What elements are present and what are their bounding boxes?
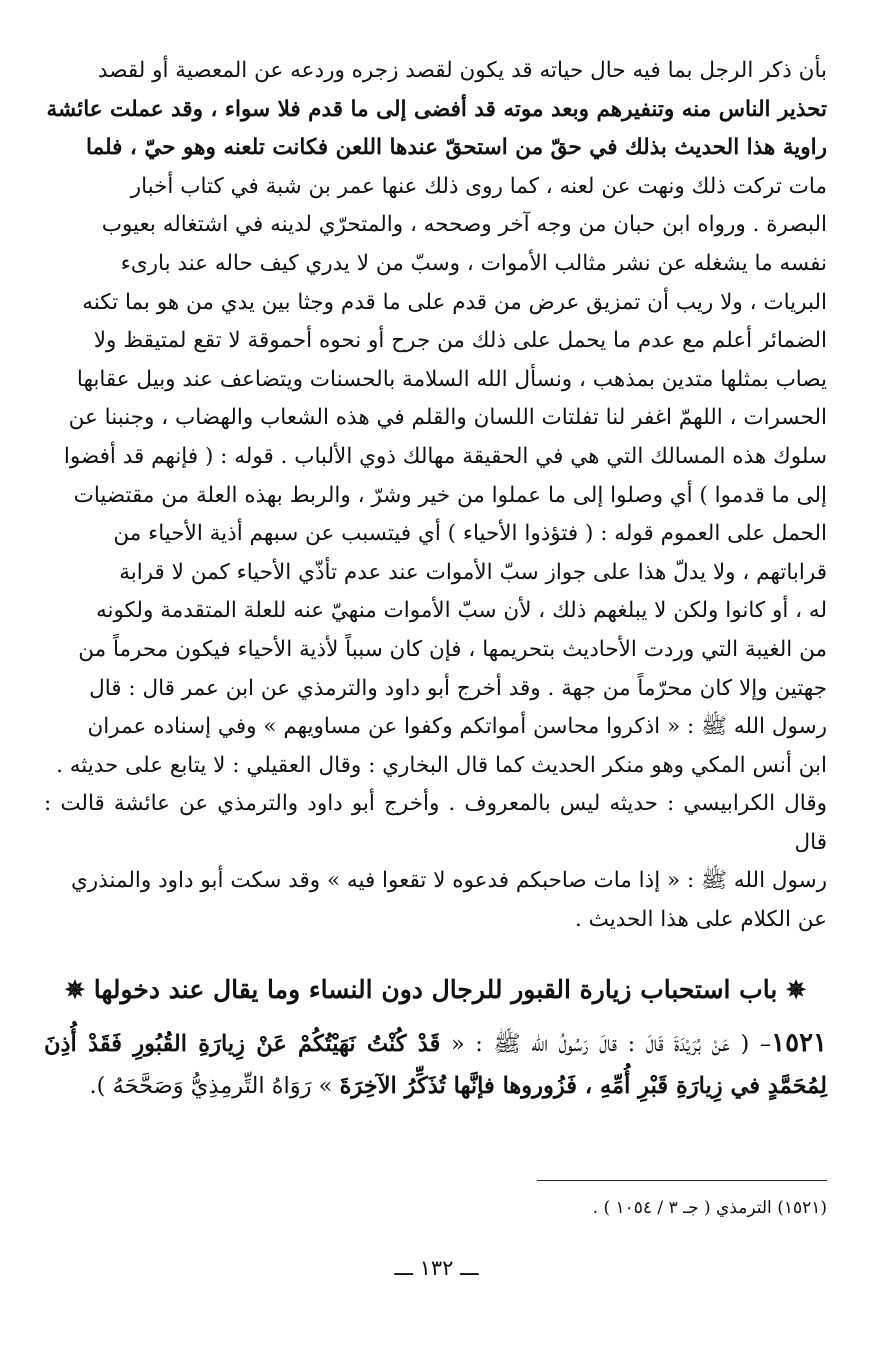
- hadith-number: ١٥٢١: [771, 1027, 828, 1058]
- hadith-closing: » رَوَاهُ التِّرمِذِيُّ وَصَحَّحَهُ ).: [89, 1072, 333, 1099]
- text-line: الضمائر أعلم مع عدم ما يحمل على ذلك من جرح أو نحوه أحموقة لا تقع لمتيقظ ولا: [93, 328, 827, 354]
- text-line: بأن ذكر الرجل بما فيه حال حياته قد يكون لقصد زجره وردعه عن المعصية أو لقصد: [97, 58, 827, 83]
- page-number: ـــ ١٣٢ ـــ: [394, 1256, 479, 1280]
- text-line: عن الكلام على هذا الحديث .: [575, 907, 827, 933]
- text-line: البصرة . ورواه ابن حبان من وجه آخر وصححه ، والمتحرّي لدينه في اشتغاله بعيوب: [101, 212, 827, 238]
- footnote: (١٥٢١) الترمذي ( جـ ٣ / ١٠٥٤ ) .: [592, 1198, 827, 1218]
- text-line: من الغيبة التي وردت الأحاديث بتحريمها ، فإن كان سبباً لأذية الأحياء فيكون محرماً من: [78, 636, 827, 662]
- hadith-block: [44, 1022, 827, 1107]
- footnote-divider: [537, 1180, 827, 1181]
- chapter-heading: [44, 970, 827, 1010]
- text-line: سلوك هذه المسالك التي هي في الحقيقة مهالك ذوي الألباب . قوله : ( فإنهم قد أفضوا: [63, 443, 827, 469]
- hadith-opening: – ( عَنْ بُرَيْدَةَ قَالَ : قالَ رَسُولُ الله ﷺ : «: [450, 1030, 772, 1057]
- text-line: يصاب بمثلها متدين بمذهب ، ونسأل الله السلامة بالحسنات ويتضاعف عند وبيل عقابها: [76, 366, 827, 392]
- text-line: قراباتهم ، ولا يدلّ هذا على جواز سبّ الأموات عند عدم تأذّي الأحياء كمن لا قرابة: [119, 559, 827, 585]
- text-line: وقال الكرابيسي : حديثه ليس بالمعروف . وأخرج أبو داود والترمذي عن عائشة قالت : قال: [44, 791, 827, 855]
- text-line: له ، أو كانوا ولكن لا يبلغهم ذلك ، لأن سبّ الأموات منهيّ عنه للعلة المتقدمة ولكونه: [95, 598, 827, 624]
- text-line: البريات ، ولا ريب أن تمزيق عرض من قدم على ما قدم وجثا بين يدي من هو بما تكنه: [82, 289, 827, 315]
- text-line: رسول الله ﷺ : « اذكروا محاسن أمواتكم وكفوا عن مساويهم » وفي إسناده عمران: [87, 714, 827, 740]
- text-line: تحذير الناس منه وتنفيرهم وبعد موته قد أفضى إلى ما قدم فلا سواء ، وقد عملت عائشة: [46, 96, 827, 122]
- text-line: إلى ما قدموا ) أي وصلوا إلى ما عملوا من خير وشرّ ، والربط بهذه العلة من مقتضيات: [73, 482, 827, 508]
- text-line: ابن أنس المكي وهو منكر الحديث كما قال البخاري : وقال العقيلي : لا يتابع على حديثه .: [56, 752, 827, 778]
- star-ornament-icon: ✵: [786, 974, 807, 1004]
- text-line: الحسرات ، اللهمّ اغفر لنا تفلتات اللسان والقلم في هذه الشعاب والهضاب ، وجنبنا عن: [68, 405, 827, 431]
- text-line: مات تركت ذلك ونهت عن لعنه ، كما روى ذلك عنها عمر بن شبة في كتاب أخبار: [130, 173, 827, 199]
- chapter-heading-text: باب استحباب زيارة القبور للرجال دون النساء وما يقال عند دخولها: [93, 974, 778, 1004]
- text-line: راوية هذا الحديث بذلك في حقّ من استحقّ عندها اللعن فكانت تلعنه وهو حيّ ، فلما: [86, 135, 827, 161]
- text-line: رسول الله ﷺ : « إذا مات صاحبكم فدعوه لا تقعوا فيه » وقد سكت أبو داود والمنذري: [70, 868, 827, 894]
- hadith-text: قَدْ كُنْتُ نَهَيْتُكُمْ عَنْ زِيارَةِ القُبُورِ فَقَدْ أُذِنَ لِمُحَمَّدٍ في زِيارَةِ قَبْرِ أُمِّهِ ، فَزُوروها فإنَّها تُذَكِّرُ الآخِرَةَ: [44, 1030, 827, 1099]
- commentary-text: [44, 52, 827, 940]
- text-line: جهتين وإلا كان محرّماً من جهة . وقد أخرج أبو داود والترمذي عن ابن عمر قال : قال: [89, 675, 827, 701]
- text-line: الحمل على العموم قوله : ( فتؤذوا الأحياء ) أي فيتسبب عن سبهم أذية الأحياء من: [113, 521, 827, 547]
- text-line: نفسه ما يشغله عن نشر مثالب الأموات ، وسبّ من لا يدري كيف حاله عند بارىء: [120, 250, 827, 276]
- star-ornament-icon: ✵: [64, 974, 85, 1004]
